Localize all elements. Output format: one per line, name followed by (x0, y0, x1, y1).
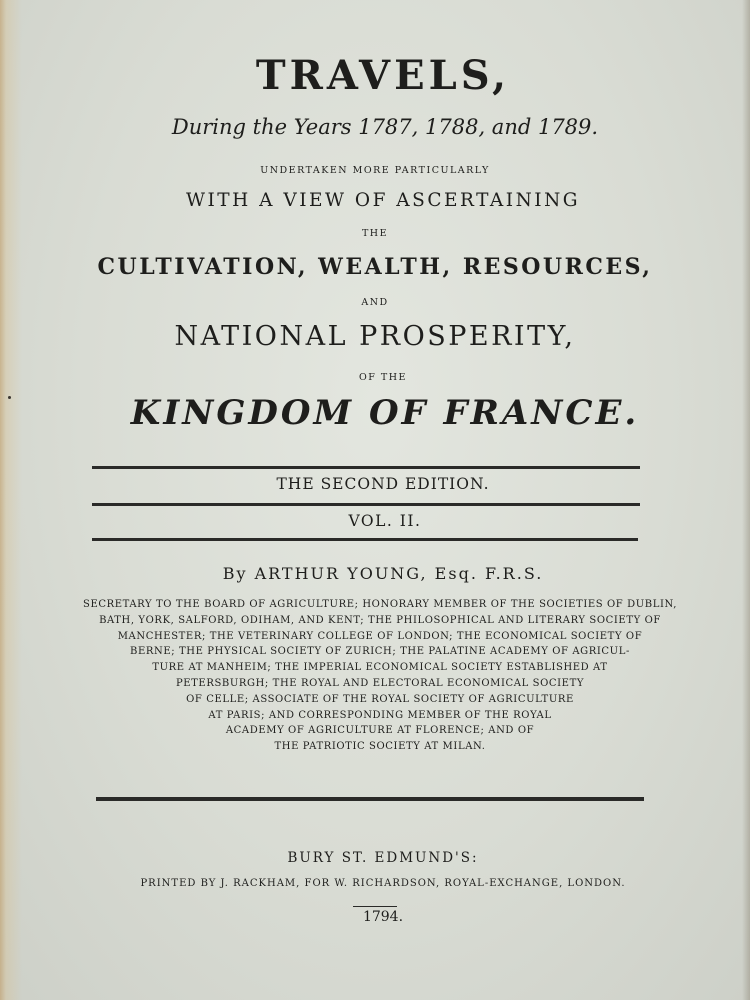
edition-statement: THE SECOND EDITION. (276, 475, 490, 493)
author-credentials (40, 597, 720, 755)
double-rule-bottom (92, 538, 638, 541)
subtitle-national-prosperity: NATIONAL PROSPERITY, (174, 321, 576, 352)
imprint-year: 1794. (362, 909, 404, 925)
credentials-line: THE PATRIOTIC SOCIETY AT MILAN. (274, 741, 486, 753)
subtitle-view: WITH A VIEW OF ASCERTAINING (185, 190, 581, 211)
subtitle-and: AND (361, 297, 389, 308)
double-rule-middle (92, 503, 640, 506)
credentials-line: AT PARIS; AND CORRESPONDING MEMBER OF THE ROYAL (208, 709, 552, 721)
credentials-line: MANCHESTER; THE VETERINARY COLLEGE OF LONDON; THE ECONOMICAL SOCIETY OF (117, 630, 643, 642)
credentials-line: ACADEMY OF AGRICULTURE AT FLORENCE; AND OF (225, 725, 535, 737)
author-line: By ARTHUR YOUNG, Esq. F.R.S. (222, 564, 544, 583)
subtitle-of-the: OF THE (359, 372, 407, 383)
credentials-line: BERNE; THE PHYSICAL SOCIETY OF ZURICH; THE PALATINE ACADEMY OF AGRICUL- (130, 646, 630, 658)
credentials-line: SECRETARY TO THE BOARD OF AGRICULTURE; HONORARY MEMBER OF THE SOCIETIES OF DUBLIN, (83, 599, 677, 610)
imprint-rule (96, 797, 644, 801)
subtitle-the: THE (361, 228, 389, 239)
year-rule (353, 906, 397, 907)
imprint-printer: PRINTED BY J. RACKHAM, FOR W. RICHARDSON, ROYAL-EXCHANGE, LONDON. (140, 878, 626, 889)
volume-number: VOL. II. (348, 512, 422, 530)
subtitle-cultivation: CULTIVATION, WEALTH, RESOURCES, (97, 254, 653, 280)
book-title: TRAVELS, (255, 52, 511, 99)
travel-dates: During the Years 1787, 1788, and 1789. (171, 115, 599, 139)
credentials-line: PETERSBURGH; THE ROYAL AND ELECTORAL ECONOMICAL SOCIETY (175, 677, 585, 689)
double-rule-top (92, 466, 640, 469)
credentials-line: OF CELLE; ASSOCIATE OF THE ROYAL SOCIETY OF AGRICULTURE (186, 693, 574, 705)
credentials-line: BATH, YORK, SALFORD, ODIHAM, AND KENT; THE PHILOSOPHICAL AND LITERARY SOCIETY OF (99, 614, 661, 626)
imprint-place: BURY ST. EDMUND'S: (287, 850, 479, 866)
subtitle-undertaken: UNDERTAKEN MORE PARTICULARLY (260, 165, 490, 176)
credentials-line: TURE AT MANHEIM; THE IMPERIAL ECONOMICAL SOCIETY ESTABLISHED AT (152, 662, 608, 674)
subtitle-kingdom: KINGDOM OF FRANCE. (130, 393, 640, 433)
